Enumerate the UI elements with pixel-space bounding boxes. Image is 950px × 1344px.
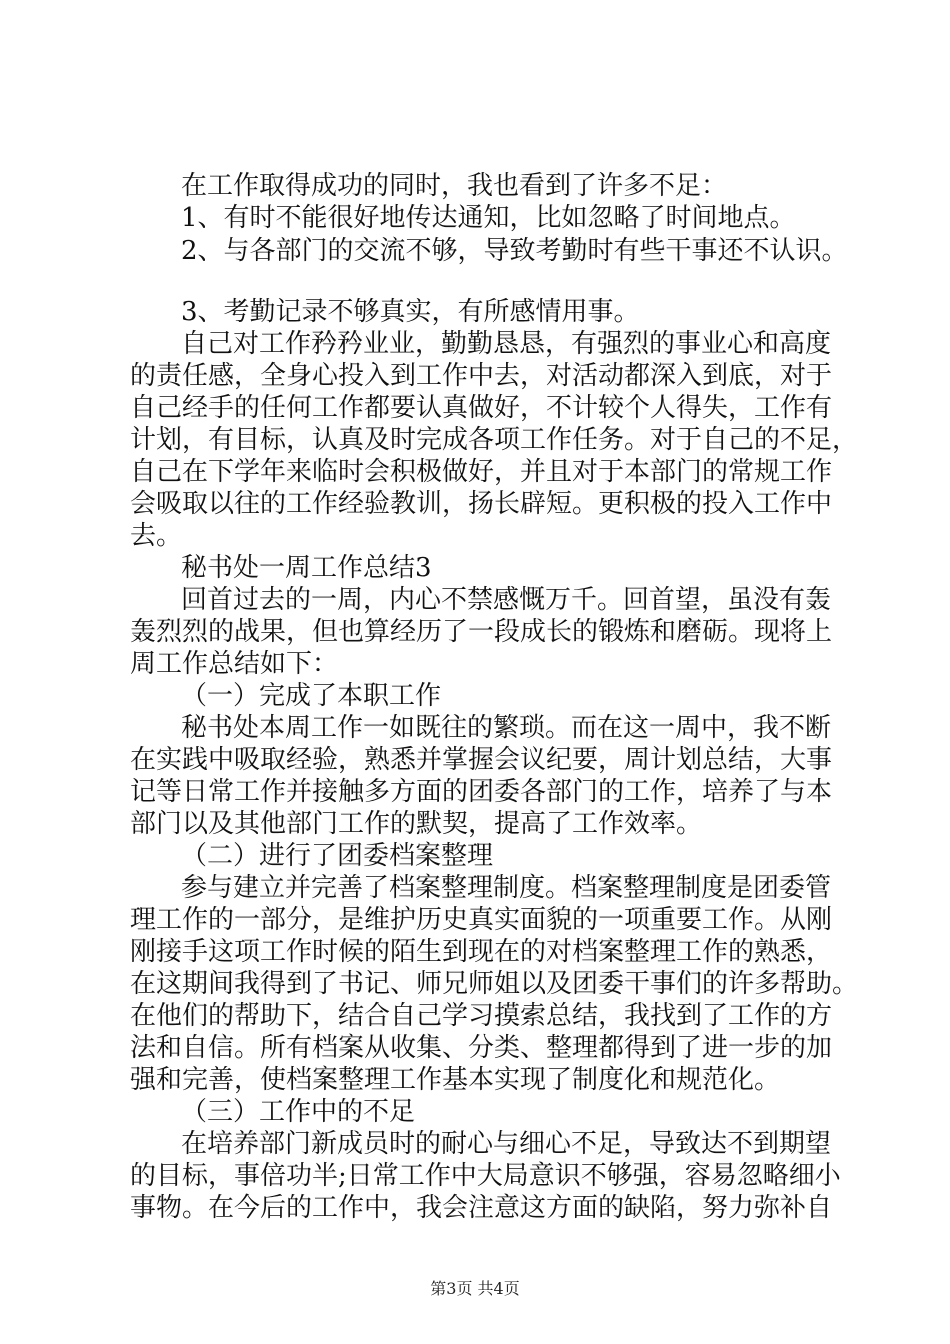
subheading: （一）完成了本职工作	[181, 681, 442, 711]
subheading: （三）工作中的不足	[181, 1097, 416, 1127]
text-line: 的责任感，全身心投入到工作中去，对活动都深入到底，对于	[130, 361, 833, 391]
text-line: 自己经手的任何工作都要认真做好，不计较个人得失，工作有	[130, 393, 833, 423]
subheading: （二）进行了团委档案整理	[181, 841, 494, 871]
section-heading: 秘书处一周工作总结3	[181, 553, 432, 583]
text-line: 轰烈烈的战果，但也算经历了一段成长的锻炼和磨砺。现将上	[130, 617, 833, 647]
text-line: 秘书处本周工作一如既往的繁琐。而在这一周中，我不断	[181, 713, 832, 743]
page-number-footer: 第3页 共4页	[430, 1279, 520, 1298]
text-line: 在培养部门新成员时的耐心与细心不足，导致达不到期望	[181, 1129, 832, 1159]
text-line: 参与建立并完善了档案整理制度。档案整理制度是团委管	[181, 873, 832, 903]
text-line: 强和完善，使档案整理工作基本实现了制度化和规范化。	[130, 1065, 781, 1095]
text-line: 自己对工作矜矜业业，勤勤恳恳，有强烈的事业心和高度	[181, 329, 832, 359]
text-line: 事物。在今后的工作中，我会注意这方面的缺陷，努力弥补自	[130, 1193, 833, 1223]
text-line: 1、有时不能很好地传达通知，比如忽略了时间地点。	[181, 203, 796, 233]
text-line: 计划，有目标，认真及时完成各项工作任务。对于自己的不足，	[130, 425, 859, 455]
text-line: 周工作总结如下：	[130, 649, 339, 679]
text-line: 理工作的一部分，是维护历史真实面貌的一项重要工作。从刚	[130, 905, 833, 935]
text-line: 的目标，事倍功半;日常工作中大局意识不够强，容易忽略细小	[130, 1161, 841, 1191]
text-line: 3、考勤记录不够真实，有所感情用事。	[181, 297, 640, 327]
text-line: 回首过去的一周，内心不禁感慨万千。回首望，虽没有轰	[181, 585, 832, 615]
text-line: 去。	[130, 521, 183, 551]
text-line: 在这期间我得到了书记、师兄师姐以及团委干事们的许多帮助。	[130, 969, 859, 999]
text-line: 2、与各部门的交流不够，导致考勤时有些干事还不认识。	[181, 236, 848, 266]
text-line: 在实践中吸取经验，熟悉并掌握会议纪要，周计划总结，大事	[130, 745, 833, 775]
text-line: 在工作取得成功的同时，我也看到了许多不足：	[181, 171, 728, 201]
text-line: 会吸取以往的工作经验教训，扬长辟短。更积极的投入工作中	[130, 489, 833, 519]
text-line: 记等日常工作并接触多方面的团委各部门的工作，培养了与本	[130, 777, 833, 807]
text-line: 自己在下学年来临时会积极做好，并且对于本部门的常规工作	[130, 457, 833, 487]
text-line: 法和自信。所有档案从收集、分类、整理都得到了进一步的加	[130, 1033, 833, 1063]
text-line: 部门以及其他部门工作的默契，提高了工作效率。	[130, 809, 703, 839]
text-line: 在他们的帮助下，结合自己学习摸索总结，我找到了工作的方	[130, 1001, 833, 1031]
text-line: 刚接手这项工作时候的陌生到现在的对档案整理工作的熟悉，	[130, 937, 833, 967]
